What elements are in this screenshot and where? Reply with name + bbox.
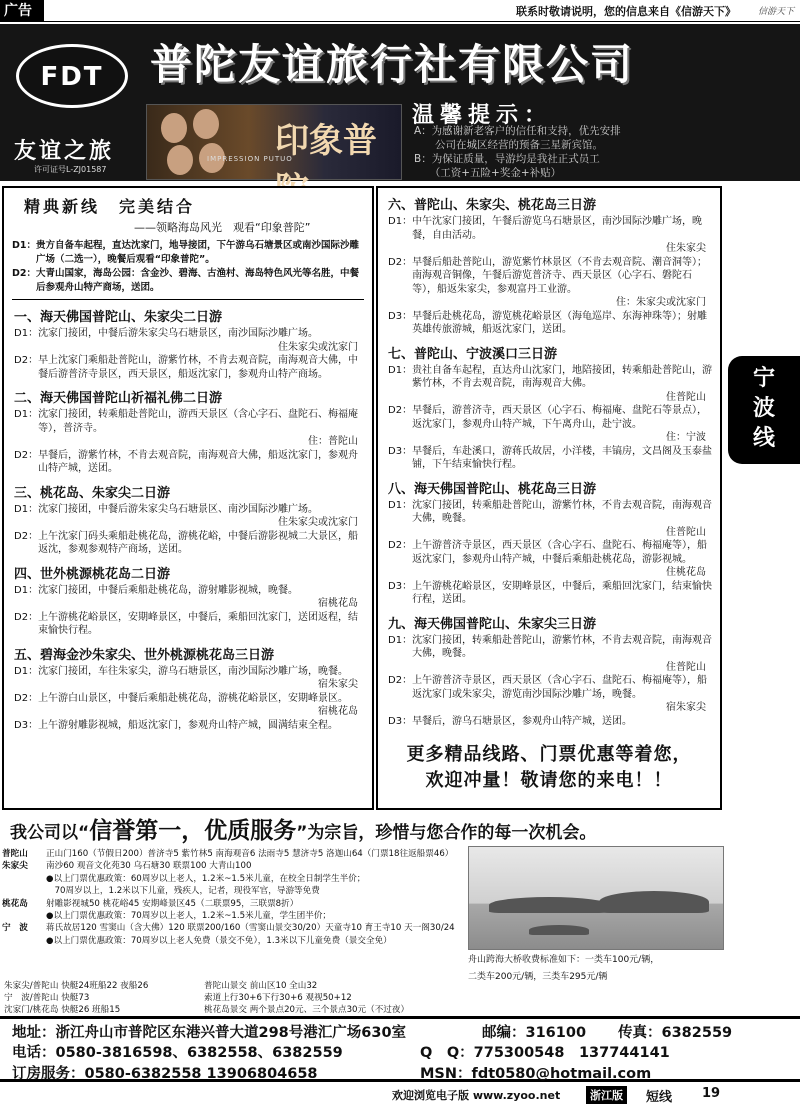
accommodation: 住：普陀山: [308, 436, 358, 447]
postcode: 邮编：316100: [482, 1025, 587, 1041]
promo-message: [386, 742, 712, 794]
day-description: 早餐后赴桃花岛，游览桃花峪景区（海龟巡岸、东海神珠等）；射雕英雄传旅游城，船返沈家门，送团。: [412, 310, 708, 335]
day-text: [38, 692, 366, 719]
day-text: [38, 665, 366, 692]
price-detail: 正山门160（节假日200）普济寺5 紫竹林5 南海观音6 法雨寺5 慧济寺5 洛迦山64（门票18往返船票46）: [46, 849, 454, 859]
accommodation: 住朱家尖或沈家门: [278, 341, 358, 353]
island-photo: [468, 846, 724, 950]
featured-title: 精典新线 完美结合: [24, 197, 196, 216]
publication-brand: 信游天下: [757, 7, 794, 17]
day-text: [412, 404, 714, 445]
itinerary-day: [14, 692, 366, 719]
price-area: 朱家尖: [2, 861, 28, 872]
tips-title: 温馨提示：: [412, 103, 553, 128]
day-text: [412, 256, 714, 310]
impression-putuo-banner: [146, 104, 402, 180]
route-section: [14, 387, 366, 476]
day-description: 上午游白山景区，中餐后乘船赴桃花岛，游桃花峪景区，安期峰景区。: [38, 692, 349, 704]
ferry-price: 沈家门/桃花岛 快艇26 班船15: [4, 1005, 121, 1015]
price-area: 普陀山: [2, 849, 28, 859]
slogan-highlight: 信誉第一，优质服务: [89, 818, 297, 844]
day-text: [38, 327, 366, 354]
route-section: [14, 563, 366, 638]
tip-line: A：为感谢新老客户的信任和支持，优先安排: [414, 125, 621, 137]
day-description: 早餐后，游乌石塘景区，参观舟山特产城，送团。: [412, 715, 633, 727]
accommodation: 宿桃花岛: [318, 598, 358, 609]
price-row: [2, 860, 462, 872]
day-text: [412, 499, 714, 540]
day-label: D1：: [14, 584, 39, 596]
route-title: 七、普陀山、宁波溪口三日游: [388, 346, 558, 362]
price-detail: 射雕影视城50 桃花峪45 安期峰景区45（二联票95，三联票8折）: [46, 898, 299, 909]
route-title: 八、海天佛国普陀山、桃花岛三日游: [388, 481, 597, 497]
routes-column-right: [376, 186, 722, 810]
ticket-price-list: [2, 848, 462, 947]
price-detail: ●以上门票优惠政策：70周岁以上老人免费（景交不免），1.3米以下儿童免费（景交全免）: [46, 935, 392, 946]
day-label: D1：: [14, 503, 39, 515]
accommodation: 住：宁波: [666, 432, 706, 443]
day-text: [38, 449, 366, 476]
logo-slogan: 友谊之旅: [14, 138, 115, 164]
fax: 传真：6382559: [618, 1025, 733, 1041]
day-text: [412, 715, 714, 729]
itinerary-day: [14, 530, 366, 557]
day-text: [412, 364, 714, 405]
accommodation: 住桃花岛: [666, 567, 706, 578]
itinerary-day: [14, 665, 366, 692]
accommodation: 宿朱家尖: [666, 702, 706, 713]
day-label: D3：: [388, 580, 413, 592]
edition-badge: 浙江版: [586, 1086, 627, 1104]
impression-title: 印象普: [275, 121, 377, 161]
accommodation: 住普陀山: [666, 661, 706, 673]
page-footer: [0, 1084, 800, 1104]
day-description: 上午游桃花峪景区，安期峰景区，中餐后，乘船回沈家门，结束愉快行程，送团。: [412, 580, 713, 605]
day-label: D2：: [14, 692, 39, 704]
shuttle-price: 桃花岛景交 两个景点20元、三个景点30元（不过夜）: [204, 1005, 410, 1015]
itinerary-day: [388, 634, 714, 675]
day-label: D3：: [388, 310, 413, 322]
day-text: [412, 310, 714, 337]
day-description: 沈家门接团，中餐后游朱家尖乌石塘景区、南沙国际沙雕广场。: [38, 503, 319, 515]
price-row: [2, 873, 462, 885]
left-route-list: [4, 306, 372, 732]
island-shape: [489, 897, 609, 913]
accommodation: 住朱家尖或沈家门: [278, 517, 358, 528]
company-logo: [16, 44, 128, 108]
source-notice: 联系时敬请说明，您的信息来自《信游天下》: [516, 5, 736, 18]
price-area: 桃花岛: [2, 898, 28, 909]
tip-line: B：为保证质量，导游均是我社正式员工: [414, 153, 600, 165]
accommodation: 住朱家尖: [666, 243, 706, 254]
itinerary-day: [14, 719, 366, 733]
route-section: [14, 482, 366, 557]
price-row: [2, 885, 462, 897]
price-row: [2, 922, 462, 934]
transport-row: [4, 992, 464, 1004]
tab-char: 线: [752, 426, 775, 451]
price-row: [2, 898, 462, 910]
slogan-post: ”为宗旨，珍惜与您合作的每一次机会。: [296, 823, 597, 843]
person-photo: [193, 109, 219, 139]
price-row: [2, 910, 462, 922]
shuttle-price: 索道上行30+6下行30+6 观视50+12: [204, 993, 352, 1003]
day-label: D1：: [12, 240, 36, 251]
day-label: D2：: [14, 449, 39, 461]
bridge-toll-note: [468, 952, 724, 986]
booking-phone: 订房服务：0580-6382558 13906804658: [12, 1066, 318, 1082]
featured-itinerary: [12, 239, 364, 300]
day-text: [38, 354, 366, 381]
qq: Q Q：775300548 137744141: [420, 1045, 670, 1061]
route-section: [388, 613, 714, 729]
day-description: 早餐后，车赴溪口，游蒋氏故居，小洋楼，丰镐房，文昌阁及玉泰盐铺，下午结束愉快行程。: [412, 445, 713, 470]
day-description: 上午沈家门码头乘船赴桃花岛，游桃花峪，中餐后游影视城二大景区，船返沈，参观参观特产商场，送团。: [38, 530, 359, 555]
day-description: 上午游普济寺景区，西天景区（含心字石、盘陀石、梅福庵等），船返沈家门，参观舟山特产城，中餐后乘船赴桃花岛，游影视城。: [412, 540, 708, 565]
route-section: [388, 478, 714, 607]
price-area: [2, 873, 46, 885]
company-slogan: [10, 812, 730, 842]
price-area: [2, 935, 46, 947]
day-description: 沈家门接团，中餐后乘船赴桃花岛，游射雕影视城，晚餐。: [38, 584, 299, 596]
itinerary-day: [388, 539, 714, 580]
day-label: D1：: [14, 328, 39, 339]
page-number: 19: [702, 1086, 721, 1101]
itinerary-day: [14, 611, 366, 638]
day-text: [412, 539, 714, 580]
day-label: D2：: [14, 530, 39, 542]
route-title: 四、世外桃源桃花岛二日游: [14, 566, 171, 582]
tip-line: （工资+五险+奖金+补贴）: [414, 167, 562, 179]
price-detail: ●以上门票优惠政策：60周岁以上老人，1.2米~1.5米儿童，在校全日制学生半价；: [46, 873, 366, 884]
itinerary-day: [14, 408, 366, 449]
day-text: [38, 408, 366, 449]
price-detail: 70周岁以上，1.2米以下儿童，残疾人，记者，现役军官，导游等免费: [46, 886, 320, 897]
itinerary-day: [388, 404, 714, 445]
price-detail: ●以上门票优惠政策：70周岁以上老人，1.2米~1.5米儿童，学生团半价；: [46, 911, 332, 922]
itinerary-day: [14, 503, 366, 530]
accommodation: 住普陀山: [666, 526, 706, 538]
transport-row: [4, 980, 464, 992]
itinerary-day: [388, 674, 714, 715]
day-label: D2：: [388, 256, 413, 268]
day-description: 沈家门接团，转乘船赴普陀山，游西天景区（含心字石、盘陀石、梅福庵等），普济寺。: [38, 409, 359, 434]
accommodation: 宿桃花岛: [318, 706, 358, 717]
day-text: [38, 719, 366, 733]
route-section: [388, 343, 714, 472]
price-area: [2, 910, 46, 922]
day-description: 沈家门接团，车往朱家尖，游乌石塘景区，南沙国际沙雕广场，晚餐。: [38, 665, 349, 677]
accommodation: 宿朱家尖: [318, 679, 358, 690]
route-title: 九、海天佛国普陀山、朱家尖三日游: [388, 616, 597, 632]
route-title: 六、普陀山、朱家尖、桃花岛三日游: [388, 198, 597, 213]
routes-column-left: [2, 186, 374, 810]
itinerary-day: [388, 445, 714, 472]
island-shape: [599, 891, 709, 913]
route-title: 二、海天佛国普陀山祈福礼佛二日游: [14, 391, 223, 406]
itinerary-day: [14, 449, 366, 476]
route-title: 三、桃花岛、朱家尖二日游: [14, 485, 171, 501]
day-label: D3：: [388, 445, 413, 457]
day-label: D2：: [14, 611, 39, 623]
day-label: D1：: [388, 499, 413, 511]
day-label: D2：: [388, 540, 413, 551]
msn: MSN：fdt0580@hotmail.com: [420, 1066, 652, 1082]
contact-block: [0, 1016, 800, 1082]
route-section: [388, 194, 714, 337]
company-header: [0, 24, 800, 184]
person-photo: [167, 145, 193, 175]
day-text: [412, 215, 714, 256]
day-text: 大青山国家，海岛公园：含金沙、碧海、古渔村、海岛特色风光等名胜，中餐后参观舟山特产商场，送团。: [36, 268, 360, 293]
promo-line: 欢迎冲量！敬请您的来电！！: [425, 770, 673, 791]
price-row: [2, 935, 462, 947]
day-label: D3：: [388, 715, 413, 727]
itinerary-day: [388, 310, 714, 337]
day-description: 早餐后船赴普陀山，游览紫竹林景区（不肯去观音院、潮音洞等）；南海观音铜像，午餐后游览普济寺、西天景区（心字石、磐陀石等），船返朱家尖，参观富丹工业游。: [412, 256, 708, 295]
day-text: [38, 503, 366, 530]
tips-list: [414, 124, 744, 180]
itinerary-day: [388, 580, 714, 607]
top-bar: [0, 0, 800, 22]
day-label: D1：: [388, 216, 413, 227]
section-name: 短线: [646, 1090, 673, 1105]
itinerary-day: [12, 267, 364, 295]
person-photo: [161, 113, 187, 143]
right-route-list: [378, 194, 720, 728]
accommodation: 住：朱家尖或沈家门: [616, 297, 706, 308]
day-description: 中午沈家门接团，午餐后游览乌石塘景区，南沙国际沙雕广场，晚餐，自由活动。: [412, 216, 703, 241]
slogan-pre: 我公司以“: [10, 823, 90, 843]
impression-subtitle: IMPRESSION PUTUO: [207, 155, 293, 163]
day-label: D2：: [388, 405, 413, 416]
itinerary-day: [12, 239, 364, 267]
itinerary-day: [388, 715, 714, 729]
itinerary-day: [388, 256, 714, 310]
itinerary-day: [14, 584, 366, 611]
day-description: 沈家门接团，中餐后游朱家尖乌石塘景区，南沙国际沙雕广场。: [38, 328, 319, 339]
day-label: D2：: [14, 355, 39, 366]
price-area: [2, 885, 46, 897]
toll-line: 舟山跨海大桥收费标准如下：一类车100元/辆，: [468, 955, 660, 965]
day-description: 上午游射雕影视城，船返沈家门，参观舟山特产城，圆满结束全程。: [38, 719, 339, 731]
ferry-price: 宁 波/普陀山 快艇73: [4, 993, 90, 1003]
region-tab-ningbo: [728, 356, 800, 464]
day-description: 沈家门接团，转乘船赴普陀山，游紫竹林，不肯去观音院，南海观音大佛，晚餐。: [412, 634, 713, 659]
featured-subtitle: ——领略海岛风光 观看“印象普陀”: [134, 221, 311, 234]
day-text: [412, 580, 714, 607]
itinerary-day: [388, 364, 714, 405]
transport-row: [4, 1004, 464, 1016]
phone: 电话：0580-3816598、6382558、6382559: [12, 1045, 343, 1061]
tab-char: 波: [752, 396, 775, 421]
tip-line: 公司在城区经营的预备三星新宾馆。: [414, 139, 603, 151]
company-name: 普陀友谊旅行社有限公司: [150, 40, 635, 89]
ferry-price: 朱家尖/普陀山 快艇24班船22 夜船26: [4, 981, 149, 991]
itinerary-day: [14, 354, 366, 381]
day-text: [412, 445, 714, 472]
day-text: [38, 611, 366, 638]
itinerary-day: [14, 327, 366, 354]
logo-text: FDT: [40, 62, 104, 92]
day-description: 上午游桃花峪景区，安期峰景区，中餐后，乘船回沈家门，送团返程，结束愉快行程。: [38, 611, 359, 636]
price-detail: 蒋氏故居120 雪窦山（含大佛）120 联票200/160（雪窦山景交30/20）天童寺10 育王寺10 天一阁30/24: [46, 923, 455, 934]
toll-line: 二类车200元/辆，三类车295元/辆: [468, 972, 608, 982]
license-number: 许可证号L-ZJ01587: [34, 165, 107, 174]
day-label: D3：: [14, 719, 39, 731]
day-label: D2：: [388, 675, 413, 686]
route-section: [14, 644, 366, 733]
day-description: 早餐后，游普济寺，西天景区（心字石、梅福庵、盘陀石等景点），返沈家门，参观舟山特产城，下午离舟山，赴宁波。: [412, 405, 708, 430]
day-text: [38, 530, 366, 557]
day-text: 贵方自备车起程，直达沈家门，地导接团，下午游乌石塘景区或南沙国际沙雕广场（二选一），晚餐后观看“印象普陀”。: [36, 240, 360, 265]
tab-char: 宁: [752, 366, 775, 391]
day-label: D1：: [388, 364, 413, 376]
day-description: 早上沈家门乘船赴普陀山，游紫竹林，不肯去观音院，南海观音大佛，中餐后游普济寺景区，西天景区，船返沈家门，参观舟山特产商场。: [38, 355, 359, 380]
itinerary-day: [388, 215, 714, 256]
shuttle-price: 普陀山景交 前山区10 全山32: [204, 981, 318, 991]
day-label: D1：: [388, 634, 413, 646]
day-text: [38, 584, 366, 611]
price-area: 宁 波: [2, 923, 28, 934]
website-link[interactable]: 欢迎浏览电子版 www.zyoo.net: [392, 1089, 561, 1102]
route-title: 一、海天佛国普陀山、朱家尖二日游: [14, 310, 223, 325]
island-shape: [529, 925, 589, 935]
accommodation: 住普陀山: [666, 391, 706, 403]
day-description: 上午游普济寺景区，西天景区（含心字石、盘陀石、梅福庵等），船返沈家门或朱家尖，游览南沙国际沙雕广场，晚餐。: [412, 675, 708, 700]
address: 地址：浙江舟山市普陀区东港兴普大道298号港汇广场630室: [12, 1025, 407, 1041]
route-section: [14, 306, 366, 381]
promo-line: 更多精品线路、门票优惠等着您，: [406, 744, 692, 765]
price-detail: 南沙60 观音文化苑30 乌石塘30 联票100 大青山100: [46, 861, 252, 872]
price-row: [2, 848, 462, 860]
transport-price-list: [4, 980, 464, 1016]
day-label: D2：: [12, 268, 36, 279]
itinerary-day: [388, 499, 714, 540]
day-label: D1：: [14, 409, 39, 420]
route-title: 五、碧海金沙朱家尖、世外桃源桃花岛三日游: [14, 647, 275, 663]
ad-tag: 广告: [0, 0, 44, 22]
day-label: D1：: [14, 665, 39, 677]
day-text: [412, 674, 714, 715]
day-description: 早餐后，游紫竹林，不肯去观音院，南海观音大佛，船返沈家门，参观舟山特产城，送团。: [38, 449, 359, 474]
day-description: 贵社自备车起程，直达舟山沈家门，地陪接团，转乘船赴普陀山，游紫竹林，不肯去观音院，南海观音大佛。: [412, 364, 713, 389]
day-description: 沈家门接团，转乘船赴普陀山，游紫竹林，不肯去观音院，南海观音大佛，晚餐。: [412, 499, 713, 524]
day-text: [412, 634, 714, 675]
